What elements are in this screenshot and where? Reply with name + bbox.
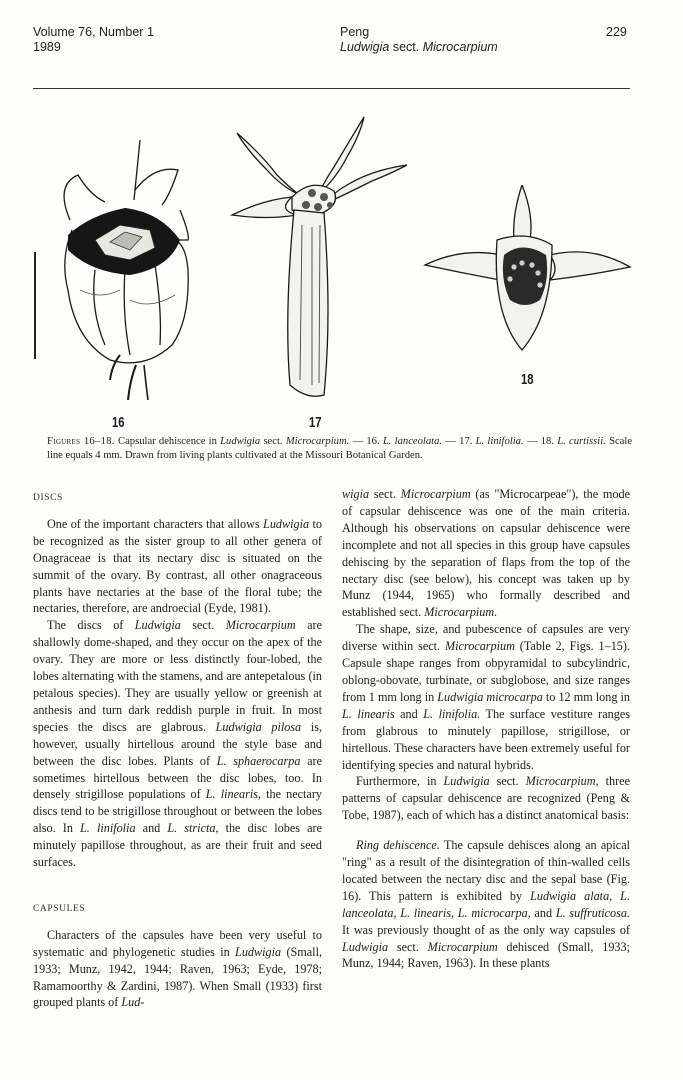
paragraph: The shape, size, and pubescence of capsules are very diverse within sect. Microcarpium (Table 2, Figs. 1–15). Capsule shape ranges from obpyramidal to subcylindric, oblong-obovate, turbinate, or subglobose, and size ranges from 1 mm long in Ludwigia microcarpa to 12 mm long in L. linearis and L. linifolia. The surface vestiture ranges from glabrous to minutely papillose, strigillose, or hirtellous. These characters have been extremely useful for identifying species and natural hybrids. xyxy=(342,622,630,772)
section-heading-capsules: CAPSULES xyxy=(33,903,86,914)
right-column xyxy=(342,486,630,972)
header-rule xyxy=(33,88,630,89)
paragraph: The discs of Ludwigia sect. Microcarpium are shallowly dome-shaped, and they occur on the apex of the ovary. They are more or less distinctly four-lobed, the lobes alternating with the stamens, and are antepetalous (in petalous species). They are usually yellow or greenish at anthesis and turn dark reddish purple in fruit. In most species the discs are glabrous. Ludwigia pilosa is, however, usually hirtellous around the style base and between the disc lobes. Plants of L. sphaerocarpa are sometimes hirtellous between the disc lobes, too. In densely strigillose populations of L. linearis, the nectary discs tend to be strigillose throughout or between the lobes also. In L. linifolia and L. stricta, the disc lobes are minutely papillose throughout, as are their fruit and seed surfaces. xyxy=(33,618,322,870)
paragraph: wigia sect. Microcarpium (as "Microcarpeae"), the mode of capsular dehiscence was one of the main criteria. Although his observations on capsular dehiscence were incomplete and not all species in this group have capsules dehiscing by the separation of flaps from the top of the nectary disc (see below), his concept was taken up by Munz (1944, 1965) who formally described and established sect. Microcarpium. xyxy=(342,487,630,620)
figure-17-drawing xyxy=(222,115,417,405)
paragraph: One of the important characters that allows Ludwigia to be recognized as the sister group to all other genera of Onagraceae is that its nectary disc is situated on the summit of the ovary. By contrast, all other onagraceous plants have nectaries at the base of the floral tube; the nectaries, therefore, are androecial (Eyde, 1981). xyxy=(33,516,322,616)
journal-volume: Volume 76, Number 1 xyxy=(33,25,154,39)
figure-18-drawing xyxy=(422,185,632,365)
left-column xyxy=(33,490,322,1011)
running-title: Ludwigia sect. Microcarpium xyxy=(340,40,498,54)
figure-caption: Figures 16–18. Capsular dehiscence in Ludwigia sect. Microcarpium. — 16. L. lanceolata. — 17. L. linifolia. — 18. L. curtissii. Scale line equals 4 mm. Drawn from living plants cultivated at the Missouri Botanical Garden. xyxy=(47,436,635,461)
author-name: Peng xyxy=(340,25,370,39)
figure-16-drawing xyxy=(50,140,200,400)
running-header-left xyxy=(33,25,154,55)
figure-17-label: 17 xyxy=(309,414,322,431)
scale-bar xyxy=(34,252,36,359)
figure-16-label: 16 xyxy=(112,414,125,431)
figure-18-label: 18 xyxy=(521,371,534,388)
paragraph: Ring dehiscence. The capsule dehisces along an apical "ring" as a result of the disintegration of thin-walled cells located between the nectary disc and the sepal base (Fig. 16). This pattern is exhibited by Ludwigia alata, L. lanceolata, L. linearis, L. microcarpa, and L. suffruticosa. It was previously thought of as the only way capsules of Ludwigia sect. Microcarpium dehisced (Small, 1933; Munz, 1944; Raven, 1963). In these plants xyxy=(342,838,630,971)
paragraph: Furthermore, in Ludwigia sect. Microcarpium, three patterns of capsular dehiscence are recognized (Peng & Tobe, 1987), each of which has a distinct anatomical basis: xyxy=(342,774,630,823)
running-header-center xyxy=(340,25,498,55)
page-number: 229 xyxy=(606,25,627,39)
section-heading-discs: DISCS xyxy=(33,493,63,503)
journal-year: 1989 xyxy=(33,40,61,54)
paragraph: Characters of the capsules have been very useful to systematic and phylogenetic studies in Ludwigia (Small, 1933; Munz, 1942, 1944; Raven, 1963; Eyde, 1978; Ramamoorthy & Zardini, 1987). When Small (1933) first grouped plants of Lud- xyxy=(33,927,322,1010)
